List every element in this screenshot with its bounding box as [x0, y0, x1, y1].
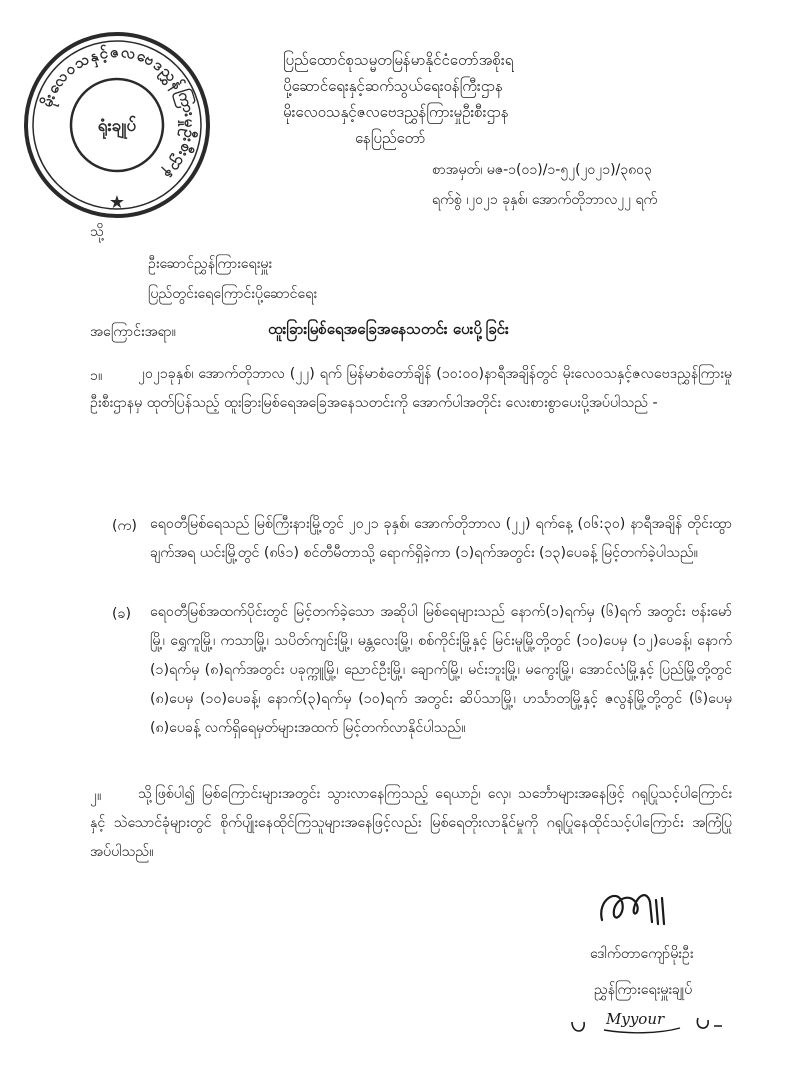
recipient-organization: ပြည်တွင်းရေကြောင်းပို့ဆောင်ရေး [148, 286, 317, 302]
reference-number: စာအမှတ်၊ မဇ-၁(၀၁)/၁-၅၂(၂၀၂၁)/၃၈၀၃ [432, 162, 652, 178]
letterhead-government: ပြည်ထောင်စုသမ္မတမြန်မာနိုင်ငံတော်အစိုးရ [283, 51, 514, 69]
letterhead-department: မိုးလေဝသနှင့်ဇလဗေဒညွှန်ကြားမှုဦးစီးဌာန [283, 103, 509, 121]
para1-text: ၂၀၂၁ခုနှစ်၊ အောက်တိုဘာလ (၂၂) ရက် မြန်မာစံတော်ချိန် (၁၀:၀၀)နာရီအချိန်တွင် မိုးလေဝသနှင့်ဇလဗေဒညွှန်ကြားမှုဦးစီးဌာနမှ ထုတ်ပြန်သည့် ထူးခြားမြစ်ရေအခြေအနေသတင်းကို အောက်ပါအတိုင်း လေးစားစွာပေးပို့အပ်ပါသည် - [90, 366, 732, 411]
para1-number: ၁။ [90, 368, 103, 384]
initials-text: Myyour [606, 1010, 665, 1028]
subject-text: ထူးခြားမြစ်ရေအခြေအနေသတင်း ပေးပို့ခြင်း [268, 320, 509, 338]
signature-scribble [592, 880, 682, 940]
seal-star-icon: ★ [108, 192, 126, 213]
item-k-text: ရေဝတီမြစ်ရေသည် မြစ်ကြီးနားမြို့တွင် ၂၀၂၁ ခုနှစ်၊ အောက်တိုဘာလ (၂၂) ရက်နေ့ (၀၆:၃၀) နာရီအချိန် တိုင်းထွာချက်အရ ယင်းမြို့တွင် (၈၆၁) စင်တီမီတာသို့ ရောက်ရှိခဲ့ကာ (၁)ရက်အတွင်း (၁၃)ပေခန့် မြင့်တက်ခဲ့ပါသည်။ [150, 516, 732, 561]
letterhead-city: နေပြည်တော် [355, 129, 426, 147]
signatory-name: ဒေါက်တာကျော်မိုးဦး [590, 946, 694, 962]
signatory-title: ညွှန်ကြားရေးမှူးချုပ် [594, 982, 693, 998]
svg-text:မိုးလေဝသနှင့်ဇလဗေဒညွှန်ကြားမှု [37, 42, 202, 185]
item-kha-text: ရေဝတီမြစ်အထက်ပိုင်းတွင် မြင့်တက်ခဲ့သော အဆိုပါ မြစ်ရေများသည် နောက်(၁)ရက်မှ (၆)ရက် အတွင်း ဗန်းမော်မြို့၊ ရွှေကူမြို့၊ ကသာမြို့၊ သပိတ်ကျင်းမြို့၊ မန္တလေးမြို့၊ စစ်ကိုင်းမြို့နှင့် မြင်းမူမြို့တို့တွင် (၁၀)ပေမှ (၁၂)ပေခန့်၊ နောက် (၁)ရက်မှ (၈)ရက်အတွင်း ပခုက္ကူမြို့၊ ညောင်ဦးမြို့၊ ချောက်မြို့၊ မင်းဘူးမြို့၊ မကွေးမြို့၊ အောင်လံမြို့နှင့် ပြည်မြို့တို့တွင် (၈)ပေမှ (၁၀)ပေခန့်၊ နောက်(၃)ရက်မှ (၁၀)ရက် အတွင်း ဆိပ်သာမြို့၊ ဟင်္သာတမြို့နှင့် ဇလွန်မြို့တို့တွင် (၆)ပေမှ (၈)ပေခန့် လက်ရှိရေမှတ်များအထက် မြင့်တက်လာနိုင်ပါသည်။ [150, 604, 732, 736]
para2-text: သို့ဖြစ်ပါ၍ မြစ်ကြောင်းများအတွင်း သွားလာနေကြသည့် ရေယာဉ်၊ လှေ၊ သင်္ဘောများအနေဖြင့် ဂရုပြုသင့်ပါကြောင်းနှင့် သဲသောင်ခုံများတွင် စိုက်ပျိုးနေထိုင်ကြသူများအနေဖြင့်လည်း မြစ်ရေတိုးလာနိုင်မှုကို ဂရုပြုနေထိုင်သင့်ပါကြောင်း အကြံပြုအပ်ပါသည်။ [90, 786, 732, 860]
handwritten-initials [568, 1000, 738, 1040]
letterhead-ministry: ပို့ဆောင်ရေးနှင့်ဆက်သွယ်ရေးဝန်ကြီးဌာန [283, 77, 503, 95]
item-kha-label: (ခ) [112, 606, 132, 622]
item-k-label: (က) [112, 518, 137, 534]
seal-ring-text: မိုးလေဝသနှင့်ဇလဗေဒညွှန်ကြားမှုဦးစီးဌာန [37, 42, 200, 186]
letter-date: ရက်စွဲ ၊၂၀၂၁ ခုနှစ်၊ အောက်တိုဘာလ၂၂ ရက် [432, 192, 658, 208]
para2-number: ၂။ [90, 788, 102, 804]
recipient-title: ဦးဆောင်ညွှန်ကြားရေးမှူး [148, 256, 272, 272]
to-label: သို့ [90, 224, 104, 240]
subject-label: အကြောင်းအရာ။ [90, 324, 176, 340]
department-seal [22, 30, 212, 220]
seal-center-text: ရုံးချုပ် [97, 116, 137, 136]
